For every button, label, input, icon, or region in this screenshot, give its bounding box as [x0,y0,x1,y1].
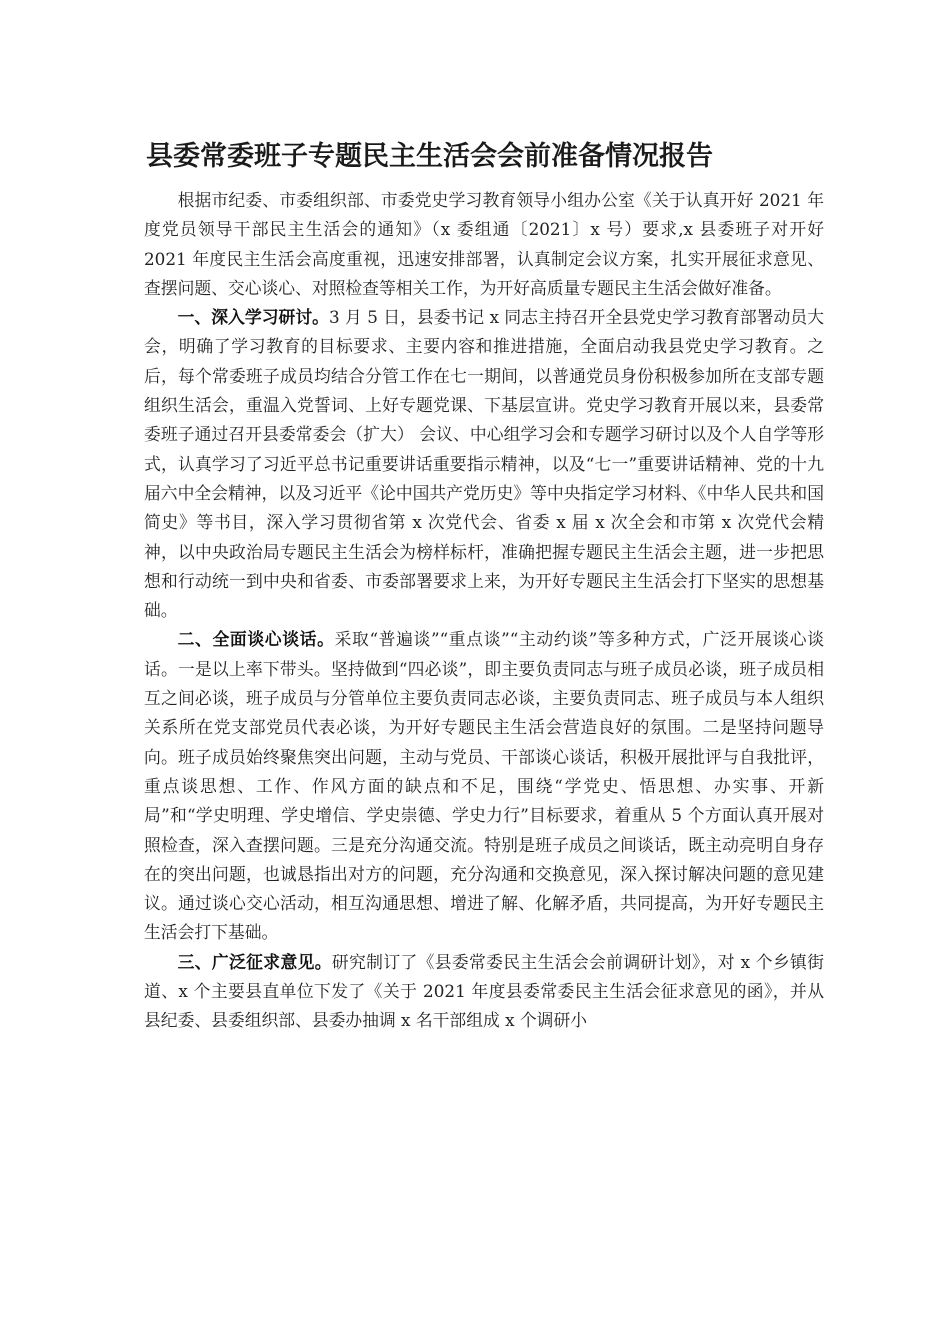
section-paragraph-3 [144,948,824,1036]
section-paragraph-2 [144,625,824,947]
section-text-3: 研究制订了《县委常委民主生活会会前调研计划》，对 x 个乡镇街道、x 个主要县直单位下发了《关于 2021 年度县委常委民主生活会征求意见的函》，并从县纪委、县委组织部、县委办抽调 x 名干部组成 x 个调研小 [144,951,824,1031]
section-heading-1: 一、深入学习研讨。 [177,307,329,328]
section-paragraph-1 [144,303,824,625]
document-title: 县委常委班子专题民主生活会会前准备情况报告 [146,141,713,172]
section-text-1: 3 月 5 日，县委书记 x 同志主持召开全县党史学习教育部署动员大会，明确了学习教育的目标要求、主要内容和推进措施，全面启动我县党史学习教育。之后，每个常委班子成员均结合分管工作在七一期间，以普通党员身份积极参加所在支部专题组织生活会，重温入党誓词、上好专题党课、下基层宣讲。党史学习教育开展以来，县委常委班子通过召开县委常委会（扩大） 会议、中心组学习会和专题学习研讨以及个人自学等形式，认真学习了习近平总书记重要讲话重要指示精神，以及“七一”重要讲话精神、党的十九届六中全会精神，以及习近平《论中国共产党历史》等中央指定学习材料、《中华人民共和国简史》等书目，深入学习贯彻省第 x 次党代会、省委 x 届 x 次全会和市第 x 次党代会精神，以中央政治局专题民主生活会为榜样标杆，准确把握专题民主生活会主题，进一步把思想和行动统一到中央和省委、市委部署要求上来，为开好专题民主生活会打下坚实的思想基础。 [144,307,824,621]
section-text-2: 采取“普遍谈”“重点谈”“主动约谈”等多种方式，广泛开展谈心谈话。一是以上率下带头。坚持做到“四必谈”，即主要负责同志与班子成员必谈，班子成员相互之间必谈，班子成员与分管单位主要负责同志必谈，主要负责同志、班子成员与本人组织关系所在党支部党员代表必谈，为开好专题民主生活会营造良好的氛围。二是坚持问题导向。班子成员始终聚焦突出问题，主动与党员、干部谈心谈话，积极开展批评与自我批评，重点谈思想、工作、作风方面的缺点和不足，围绕“学党史、悟思想、办实事、开新局”和“学史明理、学史增信、学史崇德、学史力行”目标要求，着重从 5 个方面认真开展对照检查，深入查摆问题。三是充分沟通交流。特别是班子成员之间谈话，既主动亮明自身存在的突出问题，也诚恳指出对方的问题，充分沟通和交换意见，深入探讨解决问题的意见建议。通过谈心交心活动，相互沟通思想、增进了解、化解矛盾，共同提高，为开好专题民主生活会打下基础。 [144,629,824,943]
section-heading-2: 二、全面谈心谈话。 [177,629,335,650]
document-body [144,186,824,1036]
intro-paragraph: 根据市纪委、市委组织部、市委党史学习教育领导小组办公室《关于认真开好 2021 年度党员领导干部民主生活会的通知》（x 委组通〔2021〕x 号）要求,x 县委班子对开好 2021 年度民主生活会高度重视，迅速安排部署，认真制定会议方案，扎实开展征求意见、查摆问题、交心谈心、对照检查等相关工作，为开好高质量专题民主生活会做好准备。 [144,190,824,298]
section-heading-3: 三、广泛征求意见。 [177,951,332,972]
